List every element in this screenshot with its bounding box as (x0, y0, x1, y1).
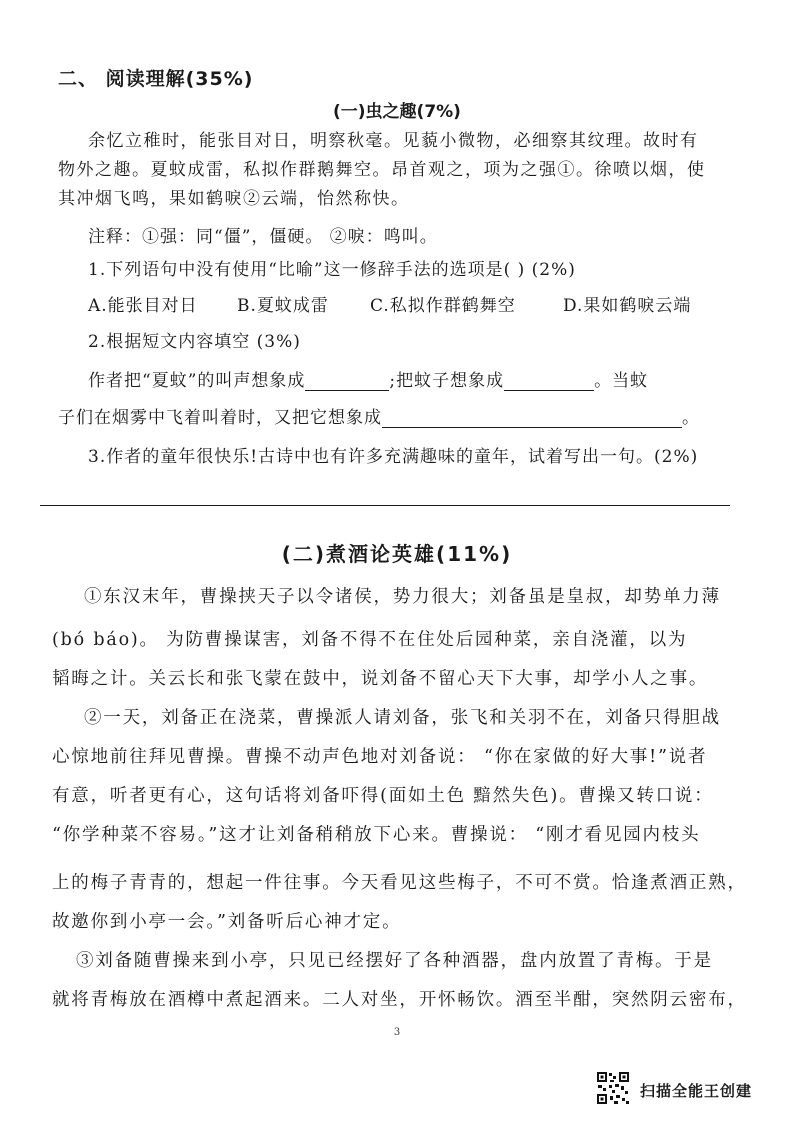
passage-line: 有意，听者更有心，这句话将刘备吓得(面如土色 黯然失色)。曹操又转口说： (52, 786, 714, 806)
question-2: 2.根据短文内容填空 (3%) (88, 332, 301, 352)
q2-text: 。 (682, 408, 700, 428)
q1-option-d: D.果如鹤唳云端 (563, 296, 692, 316)
q2-text: ;把蚊子想象成 (389, 371, 505, 391)
q2-text: 。当蚊 (594, 371, 649, 391)
q2-text: 作者把“夏蚊”的叫声想象成 (88, 371, 306, 391)
passage-line: 其冲烟飞鸣，果如鹤唳②云端，怡然称快。 (58, 189, 410, 209)
passage-line: ①东汉末年，曹操挟天子以令诸侯，势力很大；刘备虽是皇叔，却势单力薄 (84, 587, 721, 607)
part2-title: (二)煮酒论英雄(11%) (281, 542, 513, 566)
passage-line: 韬晦之计。关云长和张飞蒙在鼓中，说刘备不留心天下大事，却学小人之事。 (52, 669, 709, 689)
section-divider (40, 505, 730, 506)
passage-line: ③刘备随曹操来到小亭，只见已经摆好了各种酒器，盘内放置了青梅。于是 (76, 951, 713, 971)
q2-fill-line-1 (88, 366, 648, 391)
answer-blank[interactable] (382, 409, 682, 428)
question-3: 3.作者的童年很快乐!古诗中也有许多充满趣味的童年，试着写出一句。(2%) (88, 447, 699, 467)
passage-line: 心惊地前往拜见曹操。曹操不动声色地对刘备说： “你在家做的好大事!”说者 (52, 747, 708, 767)
passage-line: 物外之趣。夏蚊成雷，私拟作群鹅舞空。昂首观之，项为之强①。徐喷以烟，使 (58, 160, 706, 180)
section-title: 二、 阅读理解(35%) (58, 68, 254, 90)
q1-option-c: C.私拟作群鹤舞空 (370, 296, 516, 316)
q1-option-a: A.能张目对日 (88, 296, 198, 316)
part1-title: (一)虫之趣(7%) (333, 102, 461, 122)
q2-fill-line-2 (58, 403, 700, 428)
passage-line: (bó báo)。 为防曹操谋害，刘备不得不在住处后园种菜，亲自浇灌，以为 (52, 630, 688, 650)
page-number: 3 (393, 1027, 401, 1038)
passage-line: 故邀你到小亭一会。”刘备听后心神才定。 (52, 912, 402, 932)
passage-line: 余忆立稚时，能张目对日，明察秋毫。见藐小微物，必细察其纹理。故时有 (88, 131, 699, 151)
passage-line: 上的梅子青青的，想起一件往事。今天看见这些梅子，不可不赏。恰逢煮酒正熟， (52, 873, 747, 893)
footer-watermark: 扫描全能王创建 (640, 1082, 753, 1100)
answer-blank[interactable] (504, 372, 594, 391)
passage-line: 就将青梅放在酒樽中煮起酒来。二人对坐，开怀畅饮。酒至半酣，突然阴云密布， (52, 990, 747, 1010)
q1-option-b: B.夏蚊成雷 (237, 296, 329, 316)
question-1: 1.下列语句中没有使用“比喻”这一修辞手法的选项是( ) (2%) (88, 260, 576, 280)
answer-blank[interactable] (305, 372, 389, 391)
passage-line: ②一天，刘备正在浇菜，曹操派人请刘备，张飞和关羽不在，刘备只得胆战 (84, 708, 721, 728)
qr-code-icon (596, 1071, 630, 1105)
q2-text: 子们在烟雾中飞着叫着时，又把它想象成 (58, 408, 382, 428)
passage-line: “你学种菜不容易。”这才让刘备稍稍放下心来。曹操说： “刚才看见园内枝头 (52, 825, 701, 845)
annotation-note: 注释：①强：同“僵”，僵硬。 ②唳：鸣叫。 (88, 227, 438, 247)
